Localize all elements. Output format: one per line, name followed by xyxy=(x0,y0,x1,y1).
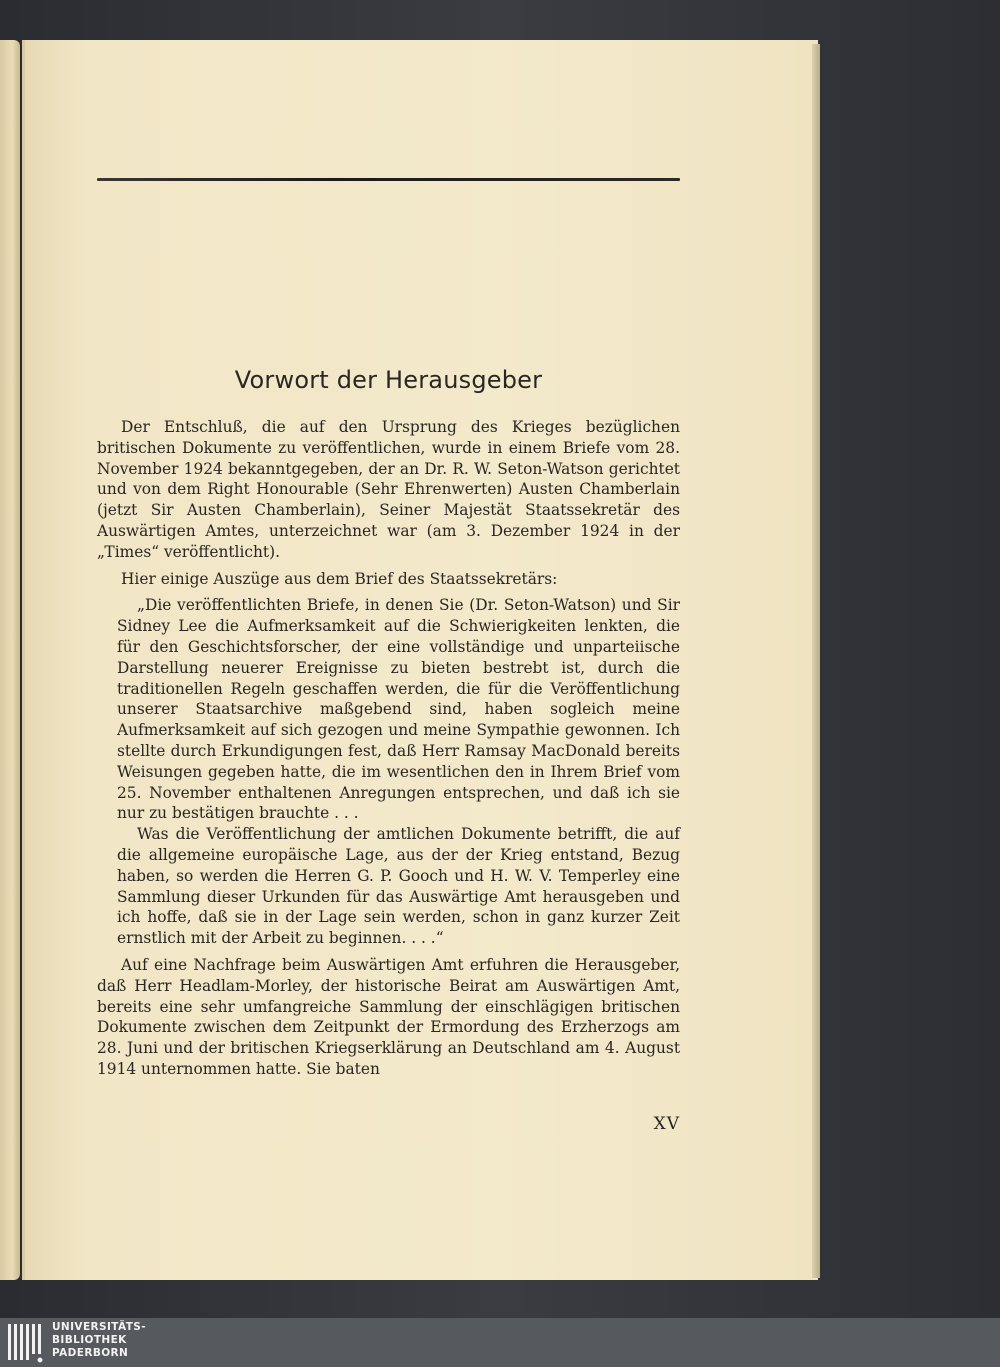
adjacent-page-edge xyxy=(0,40,20,1280)
library-name-line-3: PADERBORN xyxy=(52,1347,129,1359)
body-text xyxy=(97,417,680,1086)
university-library-paderborn-logo xyxy=(6,1320,46,1364)
paragraph-excerpt-lead: Hier einige Auszüge aus dem Brief des Staatssekretärs: xyxy=(121,569,558,588)
library-name-line-1: UNIVERSITÄTS- xyxy=(52,1321,147,1333)
page-number: XV xyxy=(653,1114,680,1134)
paragraph-intro: Der Entschluß, die auf den Ursprung des Krieges bezüglichen britischen Dokumente zu veröffentlichen, wurde in einem Briefe vom 28. November 1924 bekanntgegeben, der an Dr. R. W. Seton-Watson gerichtet und von dem Right Honourable (Sehr Ehrenwerten) Austen Chamberlain (jetzt Sir Austen Chamberlain), Seiner Majestät Staatssekretär des Auswärtigen Amtes, unterzeichnet war (am 3. Dezember 1924 in der „Times“ veröffentlicht). xyxy=(97,418,680,561)
quote-paragraph-1: „Die veröffentlichten Briefe, in denen Sie (Dr. Seton-Watson) und Sir Sidney Lee die Aufmerksamkeit auf die Schwierigkeiten lenkten, die für den Geschichtsforscher, der eine vollständige und unparteiische Darstellung neuerer Ereignisse zu bieten bestrebt ist, durch die traditionellen Regeln geschaffen werden, die für die Veröffentlichung unserer Staatsarchive maßgebend sind, haben sogleich meine Aufmerksamkeit auf sich gezogen und meine Sympathie gewonnen. Ich stellte durch Erkundigungen fest, daß Herr Ramsay MacDonald bereits Weisungen gegeben hatte, die im wesentlichen den in Ihrem Brief vom 25. November enthaltenen Anregungen entsprechen, und daß ich sie nur zu bestätigen brauchte . . . xyxy=(117,596,680,823)
page-fore-edge xyxy=(812,44,820,1278)
library-name-line-2: BIBLIOTHEK xyxy=(52,1334,127,1346)
library-name xyxy=(52,1321,146,1360)
library-footer xyxy=(0,1318,1000,1367)
decorative-rule xyxy=(97,178,680,181)
block-quote xyxy=(97,595,680,949)
page-title: Vorwort der Herausgeber xyxy=(234,366,543,394)
paragraph-inquiry: Auf eine Nachfrage beim Auswärtigen Amt erfuhren die Herausgeber, daß Herr Headlam-Morley, der historische Beirat am Auswärtigen Amt, bereits eine sehr umfangreiche Sammlung der einschlägigen britischen Dokumente zwischen dem Zeitpunkt der Ermordung des Erzherzogs am 28. Juni und der britischen Kriegserklärung an Deutschland am 4. August 1914 unternommen hatte. Sie baten xyxy=(97,955,680,1078)
quote-paragraph-2: Was die Veröffentlichung der amtlichen Dokumente betrifft, die auf die allgemeine europäische Lage, aus der der Krieg entstand, Bezug haben, so werden die Herren G. P. Gooch und H. W. V. Temperley eine Sammlung dieser Urkunden für das Auswärtige Amt herausgeben und ich hoffe, daß sie in der Lage sein werden, schon in ganz kurzer Zeit ernstlich mit der Arbeit zu beginnen. . . .“ xyxy=(117,825,680,948)
